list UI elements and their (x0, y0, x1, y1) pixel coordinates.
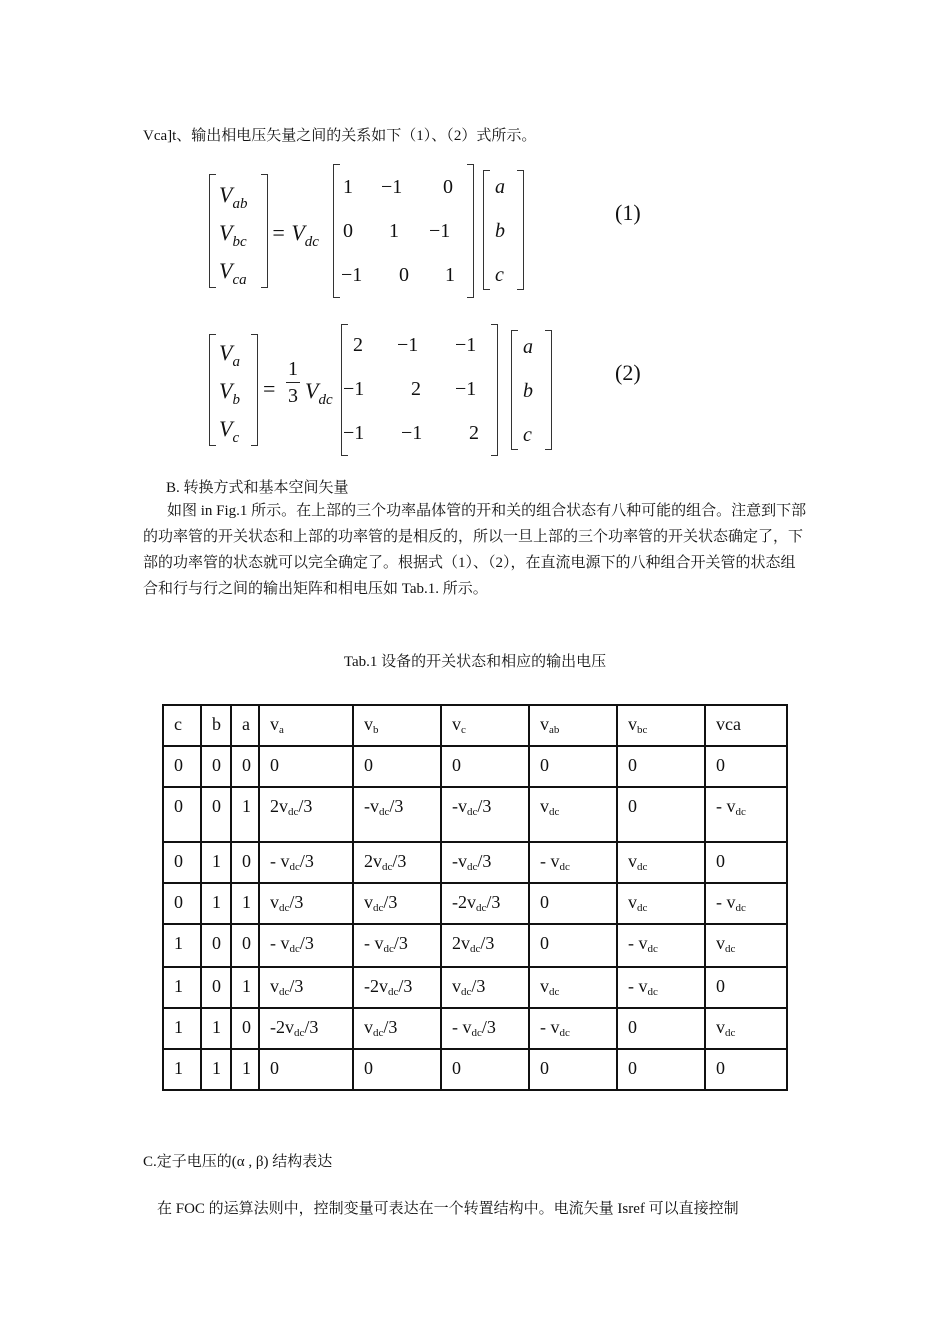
table-header-row (163, 705, 787, 746)
subscript: dc (647, 986, 658, 998)
subscript: dc (388, 986, 399, 998)
table-header-cell: c (163, 705, 201, 746)
fraction-denominator: 3 (288, 385, 298, 407)
lhs-left-bracket (209, 334, 216, 446)
lhs-right-bracket (261, 174, 268, 288)
table-cell: - vdc (617, 924, 705, 967)
table-header-cell: b (201, 705, 231, 746)
table-header-cell: a (231, 705, 259, 746)
lhs-row-1: $V_{ab}$ (219, 182, 248, 212)
table-caption: Tab.1 设备的开关状态和相应的输出电压 (343, 654, 607, 670)
lhs-row-1: $V_a$ (219, 340, 240, 370)
table-row (163, 1008, 787, 1049)
subscript: dc (637, 902, 648, 914)
subscript: dc (289, 861, 300, 873)
matrix-right-bracket (467, 164, 474, 298)
coefficient: = $V_{dc}$ (271, 220, 319, 250)
table-cell: -2vdc/3 (353, 967, 441, 1008)
matrix-right-bracket (491, 324, 498, 456)
vector-right-bracket (517, 170, 524, 290)
vector-cell: b (523, 380, 533, 402)
subscript: dc (549, 806, 560, 818)
table-row (163, 967, 787, 1008)
subscript: dc (289, 943, 300, 955)
subscript: dc (559, 861, 570, 873)
table-header-cell: vc (441, 705, 529, 746)
table-cell: 0 (529, 883, 617, 924)
coefficient: $V_{dc}$ (305, 378, 333, 408)
table-cell: 0 (163, 787, 201, 842)
table-cell: 0 (231, 1008, 259, 1049)
lhs-row-3: $V_c$ (219, 416, 240, 446)
table-cell: 2vdc/3 (259, 787, 353, 842)
subscript: dc (373, 902, 384, 914)
vector-cell: c (495, 264, 504, 286)
table-cell: - vdc (617, 967, 705, 1008)
subscript: dc (647, 943, 658, 955)
subscript: dc (379, 806, 390, 818)
matrix-cell: 0 (399, 264, 409, 286)
matrix-cell: 1 (389, 220, 399, 242)
subscript: dc (383, 943, 394, 955)
table-cell: - vdc (529, 1008, 617, 1049)
table-cell: -2vdc/3 (259, 1008, 353, 1049)
fraction-bar (286, 382, 300, 383)
table-cell: 0 (259, 1049, 353, 1090)
table-cell: 0 (441, 1049, 529, 1090)
table-cell: 0 (259, 746, 353, 787)
table-cell: - vdc (529, 842, 617, 883)
table-row (163, 1049, 787, 1090)
table-cell: 2vdc/3 (353, 842, 441, 883)
subscript: a (279, 724, 284, 736)
table-cell: 0 (705, 842, 787, 883)
table-cell: 1 (163, 967, 201, 1008)
equation-number: (1) (615, 200, 641, 225)
section-b-heading: B. 转换方式和基本空间矢量 (166, 480, 349, 496)
table-cell: 0 (201, 787, 231, 842)
subscript: dc (476, 902, 487, 914)
table-cell: - vdc/3 (259, 842, 353, 883)
table-row (163, 883, 787, 924)
subscript: dc (470, 943, 481, 955)
table-cell: 1 (163, 924, 201, 967)
table-cell: vdc (705, 1008, 787, 1049)
table-cell: 1 (163, 1049, 201, 1090)
table-cell: 0 (201, 746, 231, 787)
section-b-body-text: 如图 in Fig.1 所示。在上部的三个功率晶体管的开和关的组合状态有八种可能的组合。注意到下部的功率管的开关状态和上部的功率管的是相反的，所以一旦上部的三个功率管的开关状态确定了，下部的功率管的状态就可以完全确定了。根据式（1）、（2），在直流电源下的八种组合开关管的状态组合和行与行之间的输出矩阵和相电压如 Tab.1. 所示。 (143, 503, 807, 597)
subscript: dc (467, 806, 478, 818)
table-cell: 1 (201, 883, 231, 924)
table-cell: vdc/3 (259, 967, 353, 1008)
lhs-row-2: $V_{bc}$ (219, 220, 247, 250)
equation-1 (205, 168, 665, 298)
table-cell: - vdc/3 (259, 924, 353, 967)
table-cell: 0 (617, 787, 705, 842)
vector-cell: a (495, 176, 505, 198)
table-cell: 1 (201, 1008, 231, 1049)
table-header-cell: va (259, 705, 353, 746)
table-cell: 1 (163, 1008, 201, 1049)
matrix-cell: −1 (381, 176, 403, 198)
vector-right-bracket (545, 330, 552, 450)
table-cell: 0 (163, 842, 201, 883)
table-cell: vdc (705, 924, 787, 967)
table-cell: 0 (231, 924, 259, 967)
fraction-numerator: 1 (288, 358, 298, 380)
matrix-cell: −1 (343, 378, 365, 400)
subscript: c (461, 724, 466, 736)
lhs-right-bracket (251, 334, 258, 446)
subscript: dc (549, 986, 560, 998)
table-cell: 1 (231, 883, 259, 924)
vector-left-bracket (483, 170, 490, 290)
matrix-cell: 2 (353, 334, 363, 356)
subscript: dc (735, 806, 746, 818)
matrix-cell: 1 (445, 264, 455, 286)
table-cell: - vdc/3 (353, 924, 441, 967)
table-cell: -vdc/3 (441, 842, 529, 883)
table-cell: - vdc (705, 883, 787, 924)
table-cell: vdc (529, 967, 617, 1008)
matrix-cell: −1 (397, 334, 419, 356)
subscript: dc (382, 861, 393, 873)
matrix-left-bracket (333, 164, 340, 298)
table-row (163, 787, 787, 842)
subscript: dc (725, 943, 736, 955)
subscript: b (373, 724, 379, 736)
section-b-body (143, 498, 808, 602)
table-cell: 0 (529, 924, 617, 967)
matrix-cell: −1 (343, 422, 365, 444)
equals-sign: = (263, 376, 276, 401)
vector-cell: c (523, 424, 532, 446)
table-cell: vdc (617, 842, 705, 883)
table-cell: 0 (705, 746, 787, 787)
table-cell: vdc/3 (353, 883, 441, 924)
fraction (283, 358, 303, 407)
table-header-cell: vab (529, 705, 617, 746)
matrix-cell: −1 (341, 264, 363, 286)
vector-cell: b (495, 220, 505, 242)
table-cell: 0 (163, 883, 201, 924)
matrix-cell: −1 (401, 422, 423, 444)
subscript: dc (637, 861, 648, 873)
table-cell: - vdc/3 (441, 1008, 529, 1049)
table-cell: 0 (353, 746, 441, 787)
table-cell: vdc/3 (259, 883, 353, 924)
equation-2 (205, 328, 665, 458)
lhs-row-3: $V_{ca}$ (219, 258, 247, 288)
subscript: dc (288, 806, 299, 818)
table-cell: 0 (201, 924, 231, 967)
subscript: dc (559, 1027, 570, 1039)
section-c-body: 在 FOC 的运算法则中，控制变量可表达在一个转置结构中。电流矢量 Isref 可以直接控制 (157, 1201, 739, 1217)
table-cell: 0 (617, 746, 705, 787)
table-cell: -2vdc/3 (441, 883, 529, 924)
table-header-cell: vbc (617, 705, 705, 746)
table-cell: 0 (529, 1049, 617, 1090)
table-cell: 0 (231, 746, 259, 787)
subscript: dc (461, 986, 472, 998)
table-cell: -vdc/3 (441, 787, 529, 842)
equation-number: (2) (615, 360, 641, 385)
table-row (163, 924, 787, 967)
table-cell: 0 (617, 1008, 705, 1049)
table-cell: - vdc (705, 787, 787, 842)
matrix-cell: 0 (343, 220, 353, 242)
table-cell: 1 (201, 1049, 231, 1090)
matrix-cell: −1 (455, 334, 477, 356)
matrix-cell: −1 (455, 378, 477, 400)
table-cell: 1 (201, 842, 231, 883)
subscript: dc (279, 986, 290, 998)
table-cell: 0 (705, 1049, 787, 1090)
table-cell: 0 (529, 746, 617, 787)
table-cell: 0 (617, 1049, 705, 1090)
table-header-cell: vb (353, 705, 441, 746)
table-cell: 2vdc/3 (441, 924, 529, 967)
table-row (163, 746, 787, 787)
table-cell: 1 (231, 1049, 259, 1090)
table-cell: 0 (353, 1049, 441, 1090)
table-cell: 0 (201, 967, 231, 1008)
table-cell: 0 (231, 842, 259, 883)
table-cell: -vdc/3 (353, 787, 441, 842)
vector-left-bracket (511, 330, 518, 450)
subscript: dc (471, 1027, 482, 1039)
matrix-cell: 2 (411, 378, 421, 400)
table-cell: vdc (529, 787, 617, 842)
table-cell: 1 (231, 787, 259, 842)
table-cell: 0 (441, 746, 529, 787)
subscript: bc (637, 724, 648, 736)
subscript: dc (467, 861, 478, 873)
subscript: dc (735, 902, 746, 914)
matrix-cell: 2 (469, 422, 479, 444)
lhs-left-bracket (209, 174, 216, 288)
lhs-row-2: $V_b$ (219, 378, 240, 408)
subscript: dc (725, 1027, 736, 1039)
intro-text: Vca]t、输出相电压矢量之间的关系如下（1）、（2）式所示。 (143, 128, 537, 144)
matrix-cell: 1 (343, 176, 353, 198)
subscript: dc (373, 1027, 384, 1039)
table-cell: vdc/3 (353, 1008, 441, 1049)
subscript: dc (294, 1027, 305, 1039)
table-cell: 1 (231, 967, 259, 1008)
table-cell: 0 (163, 746, 201, 787)
matrix-cell: 0 (443, 176, 453, 198)
switching-state-table (162, 704, 788, 1091)
table-header-cell: vca (705, 705, 787, 746)
table-cell: 0 (705, 967, 787, 1008)
table-row (163, 842, 787, 883)
table-cell: vdc/3 (441, 967, 529, 1008)
table-cell: vdc (617, 883, 705, 924)
section-c-heading: C.定子电压的(α , β) 结构表达 (143, 1154, 333, 1170)
subscript: dc (279, 902, 290, 914)
vector-cell: a (523, 336, 533, 358)
matrix-cell: −1 (429, 220, 451, 242)
subscript: ab (549, 724, 560, 736)
